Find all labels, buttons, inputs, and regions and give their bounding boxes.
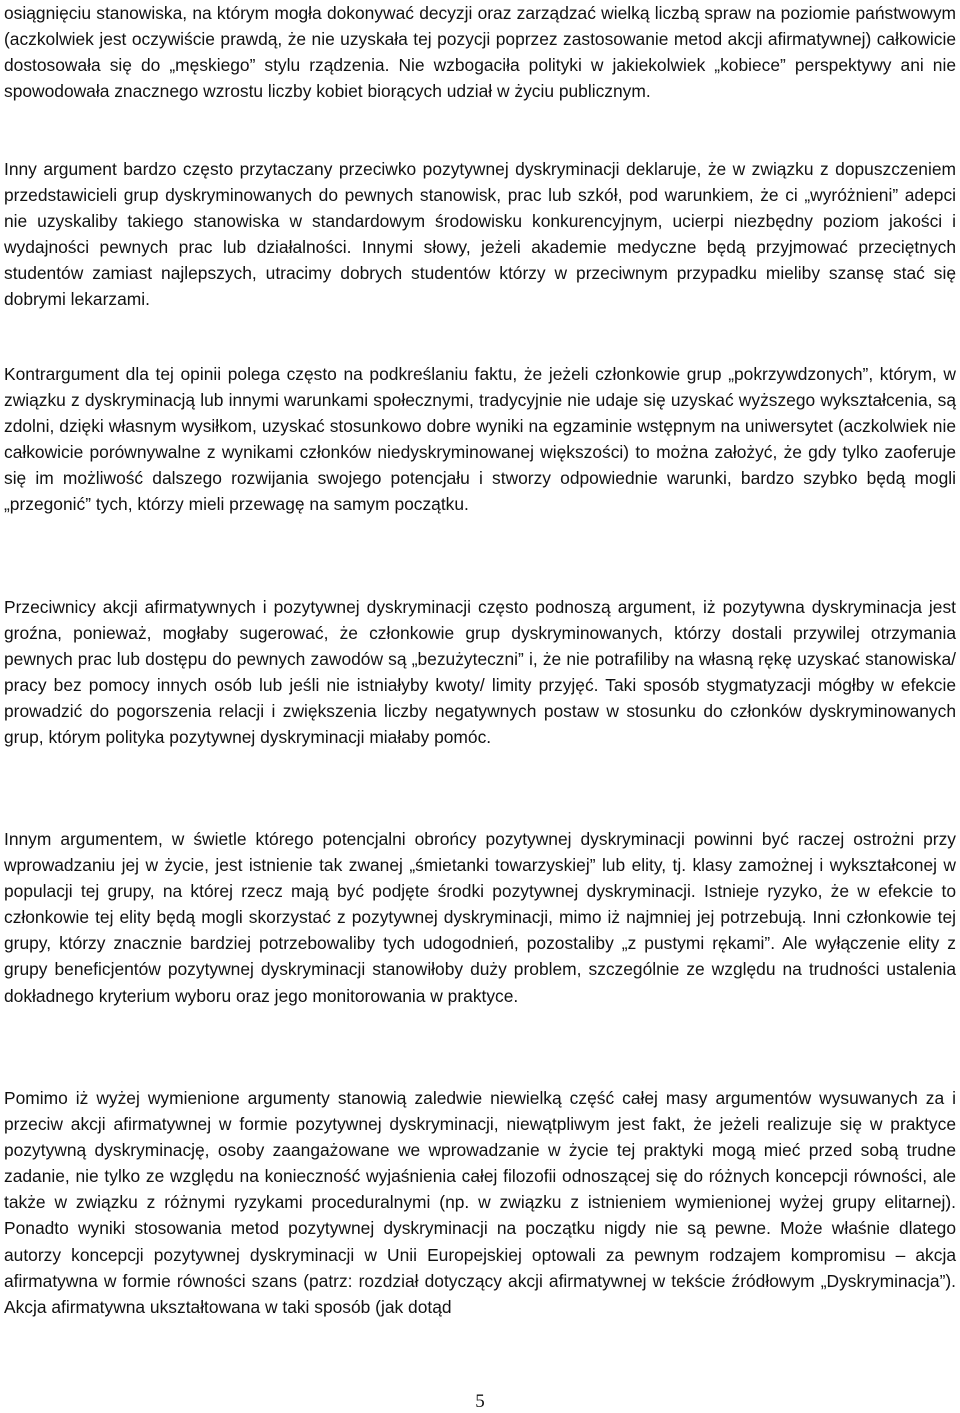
page-number: 5 bbox=[475, 1391, 485, 1412]
paragraph-4: Przeciwnicy akcji afirmatywnych i pozytywnej dyskryminacji często podnoszą argument, iż pozytywna dyskryminacja jest groźna, ponieważ, mogłaby sugerować, że członkowie grup dyskryminowanych, którzy dostali przywilej otrzymania pewnych prac lub dostępu do pewnych zawodów są „bezużyteczni” i, że nie potrafiliby na własną rękę uzyskać stanowiska/ pracy bez pomocy innych osób lub jeśli nie istniałyby kwoty/ limity przyjęć. Taki sposób stygmatyzacji mógłby w efekcie prowadzić do pogorszenia relacji i zwiększenia liczby negatywnych postaw w stosunku do członków dyskryminowanych grup, którym polityka pozytywnej dyskryminacji miałaby pomóc. bbox=[4, 597, 956, 748]
paragraph-2: Inny argument bardzo często przytaczany przeciwko pozytywnej dyskryminacji deklaruje, że w związku z dopuszczeniem przedstawicieli grup dyskryminowanych do pewnych stanowisk, prac lub szkół, pod warunkiem, że ci „wyróżnieni” adepci nie uzyskaliby takiego stanowiska w standardowym środowisku konkurencyjnym, ucierpi niezbędny poziom jakości i wydajności pewnych prac lub działalności. Innymi słowy, jeżeli akademie medyczne będą przyjmować przeciętnych studentów zamiast najlepszych, utracimy dobrych studentów którzy w przeciwnym przypadku mieliby szansę stać się dobrymi lekarzami. bbox=[4, 159, 956, 310]
paragraph-5: Innym argumentem, w świetle którego potencjalni obrońcy pozytywnej dyskryminacji powinni być raczej ostrożni przy wprowadzaniu jej w życie, jest istnienie tak zwanej „śmietanki towarzyskiej” lub elity, tj. klasy zamożnej i wykształconej w populacji tej grupy, na której rzecz mają być podjęte środki pozytywnej dyskryminacji. Istnieje ryzyko, że w efekcie to członkowie tej elity będą mogli skorzystać z pozytywnej dyskryminacji, mimo iż najmniej jej potrzebują. Inni członkowie tej grupy, którzy znacznie bardziej potrzebowaliby tych udogodnień, pozostaliby „z pustymi rękami”. Ale wyłączenie elity z grupy beneficjentów pozytywnej dyskryminacji stanowiłoby duży problem, szczególnie ze względu na trudności ustalenia dokładnego kryterium wyboru oraz jego monitorowania w praktyce. bbox=[4, 829, 956, 1006]
paragraph-6: Pomimo iż wyżej wymienione argumenty stanowią zaledwie niewielką część całej masy argumentów wysuwanych za i przeciw akcji afirmatywnej w formie pozytywnej dyskryminacji, niewątpliwym jest fakt, że jeżeli realizuje się w praktyce pozytywną dyskryminację, osoby zaangażowane we wprowadzanie w życie tej praktyki mogą mieć przed sobą trudne zadanie, nie tylko ze względu na konieczność wyjaśnienia całej filozofii odnoszącej się do różnych koncepcji równości, ale także w związku z różnymi ryzykami proceduralnymi (np. w związku z istnieniem wymienionej wyżej grupy elitarnej). Ponadto wyniki stosowania metod pozytywnej dyskryminacji na początku nigdy nie są pewne. Może właśnie dlatego autorzy koncepcji pozytywnej dyskryminacji w Unii Europejskiej optowali za pewnym rodzajem kompromisu – akcja afirmatywna w formie równości szans (patrz: rozdział dotyczący akcji afirmatywnej w tekście źródłowym „Dyskryminacja”). Akcja afirmatywna ukształtowana w taki sposób (jak dotąd bbox=[4, 1088, 956, 1317]
paragraph-1: osiągnięciu stanowiska, na którym mogła dokonywać decyzji oraz zarządzać wielką liczbą spraw na poziomie państwowym (aczkolwiek jest oczywiście prawdą, że nie uzyskała tej pozycji poprzez zastosowanie metod akcji afirmatywnej) całkowicie dostosowała się do „męskiego” stylu rządzenia. Nie wzbogaciła polityki w jakiekolwiek „kobiece” perspektywy ani nie spowodowała znacznego wzrostu liczby kobiet biorących udział w życiu publicznym. bbox=[4, 3, 956, 102]
paragraph-3: Kontrargument dla tej opinii polega często na podkreślaniu faktu, że jeżeli członkowie grup „pokrzywdzonych”, którym, w związku z dyskryminacją lub innymi warunkami społecznymi, tradycyjnie nie udaje się uzyskać wyższego wykształcenia, są zdolni, dzięki własnym wysiłkom, uzyskać stosunkowo dobre wyniki na egzaminie wstępnym na uniwersytet (aczkolwiek nie całkowicie porównywalne z wynikami członków niedyskryminowanej większości) to można założyć, że gdy tylko zaoferuje się im możliwość dalszego rozwijania swojego potencjału i stworzy odpowiednie warunki, bardzo szybko będą mogli „przegonić” tych, którzy mieli przewagę na samym początku. bbox=[4, 364, 956, 515]
